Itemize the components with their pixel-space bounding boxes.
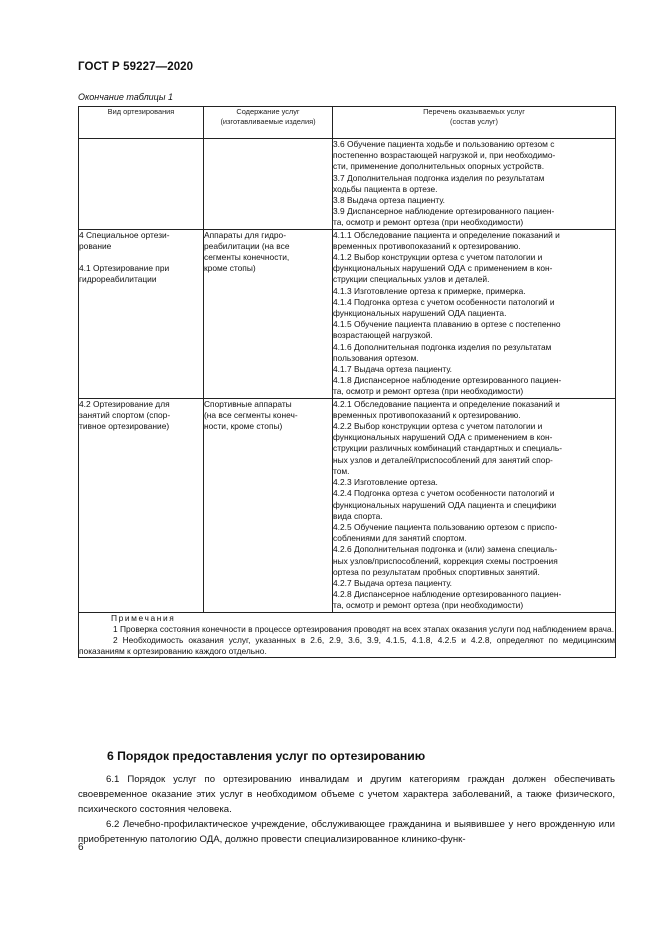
table-header-row: [79, 107, 616, 139]
cell-service-content: [204, 139, 333, 230]
standard-header: ГОСТ Р 59227—2020: [78, 61, 194, 73]
cell-line: 3.6 Обучение пациента ходьбе и пользованию ортезом с: [333, 139, 555, 149]
cell-line: 4.2.8 Диспансерное наблюдение ортезированного пациен-: [333, 589, 562, 600]
header-col-content: Содержание услуг (изготавливаемые изделия): [204, 107, 333, 139]
cell-line: 3.7 Дополнительная подгонка изделия по результатам: [333, 172, 545, 183]
cell-line: гидрореабилитации: [79, 273, 157, 284]
cell-line: 4.1.6 Дополнительная подгонка изделия по результатам: [333, 341, 552, 352]
cell-line: рование: [79, 240, 112, 251]
cell-line: 4.1.1 Обследование пациента и определение показаний и: [333, 229, 560, 240]
cell-line: 4.1.8 Диспансерное наблюдение ортезированного пациен-: [333, 375, 562, 386]
cell-line: 4.1.4 Подгонка ортеза с учетом особенности патологий и: [333, 296, 555, 307]
cell-service-content: [204, 398, 333, 612]
note-item: 1 Проверка состояния конечности в процессе ортезирования проводят на всех этапах оказания услуги под наблюдением врача.: [113, 623, 615, 634]
cell-line: та, осмотр и ремонт ортеза (при необходимости): [333, 217, 524, 228]
table-notes: [79, 612, 616, 658]
cell-line: 3.8 Выдача ортеза пациенту.: [333, 195, 446, 206]
cell-service-list: [333, 229, 616, 398]
notes-row: [79, 612, 616, 658]
cell-line: 4.1 Ортезирование при: [79, 262, 170, 273]
cell-line: 4.1.7 Выдача ортеза пациенту.: [333, 364, 452, 375]
cell-line: та, осмотр и ремонт ортеза (при необходимости): [333, 386, 524, 397]
table-row: [79, 229, 616, 398]
cell-line: 4.2.2 Выбор конструкции ортеза с учетом патологии и: [333, 421, 543, 432]
cell-line: Аппараты для гидро-: [204, 229, 286, 240]
cell-line: ных узлов и деталей/приспособлений для занятий спор-: [333, 454, 553, 465]
cell-line: реабилитации (на все: [204, 240, 290, 251]
cell-line: та, осмотр и ремонт ортеза (при необходимости): [333, 600, 524, 611]
section-title: 6 Порядок предоставления услуг по ортезированию: [107, 749, 426, 763]
cell-line: временных противопоказаний к ортезированию.: [333, 240, 521, 251]
cell-ortho-type: [79, 229, 204, 398]
notes-title: Примечания: [111, 612, 176, 623]
cell-service-content: [204, 229, 333, 398]
cell-service-list: [333, 139, 616, 230]
cell-line: функциональных нарушений ОДА пациента и специфики: [333, 499, 557, 510]
cell-line: (на все сегменты конеч-: [204, 409, 298, 420]
cell-line: соблениями для занятий спортом.: [333, 533, 467, 544]
cell-line: постепенно возрастающей нагрузкой и, при необходимо-: [333, 150, 556, 161]
header-col-services: Перечень оказываемых услуг (состав услуг): [333, 107, 616, 139]
table-row: [79, 139, 616, 230]
cell-line: ности, кроме стопы): [204, 420, 283, 431]
cell-line: занятий спортом (спор-: [79, 409, 171, 420]
paragraph-6-2: 6.2 Лечебно-профилактическое учреждение, обслуживающее гражданина и выявившее у него врожденную или приобретенную патологию ОДА, должно провести специализированное клинико-функ-: [78, 819, 615, 846]
cell-line: 4.1.5 Обучение пациента плаванию в ортезе с постепенно: [333, 319, 561, 330]
page-number: 6: [78, 842, 84, 853]
cell-line: 4.2 Ортезирование для: [79, 398, 170, 409]
paragraph-6-1: 6.1 Порядок услуг по ортезированию инвалидам и другим категориям граждан должен обеспечивать своевременное оказание этих услуг в необходимом объеме с учетом характера заболеваний, а также физического, психического состояния человека.: [78, 774, 615, 816]
cell-line: 4.2.4 Подгонка ортеза с учетом особенности патологий и: [333, 488, 555, 499]
cell-line: 4.1.3 Изготовление ортеза к примерке, примерка.: [333, 285, 526, 296]
cell-line: Спортивные аппараты: [204, 398, 292, 409]
cell-line: функциональных нарушений ОДА с применением в кон-: [333, 263, 553, 274]
cell-line: струкции различных комбинаций стандартных и специаль-: [333, 443, 563, 454]
cell-line: 4.1.2 Выбор конструкции ортеза с учетом патологии и: [333, 252, 543, 263]
cell-line: ходьбы пациента в ортезе.: [333, 183, 438, 194]
cell-line: тивное ортезирование): [79, 420, 170, 431]
cell-line: пользования ортезом.: [333, 352, 419, 363]
note-item: 2 Необходимость оказания услуг, указанных в 2.6, 2.9, 3.6, 3.9, 4.1.5, 4.1.8, 4.2.5 и 4.2.8, определяют по медицинским показаниям к ортезированию каждого отдельно.: [79, 634, 615, 657]
cell-line: ортеза по результатам пробных спортивных занятий.: [333, 566, 540, 577]
cell-line: кроме стопы): [204, 262, 256, 273]
cell-line: функциональных нарушений ОДА с применением в кон-: [333, 432, 553, 443]
cell-line: 4.2.7 Выдача ортеза пациенту.: [333, 577, 452, 588]
cell-ortho-type: [79, 398, 204, 612]
cell-line: том.: [333, 465, 350, 476]
cell-line: 3.9 Диспансерное наблюдение ортезированного пациен-: [333, 206, 555, 217]
cell-line: функциональных нарушений ОДА пациента.: [333, 308, 507, 319]
cell-line: 4.2.3 Изготовление ортеза.: [333, 477, 438, 488]
cell-line: струкции специальных узлов и деталей.: [333, 274, 490, 285]
cell-line: 4.2.6 Дополнительная подгонка и (или) замена специаль-: [333, 544, 558, 555]
cell-line: сегменты конечности,: [204, 251, 290, 262]
header-col-type: Вид ортезирования: [79, 107, 204, 139]
cell-line: сти, применение дополнительных опорных устройств.: [333, 161, 545, 172]
cell-ortho-type: [79, 139, 204, 230]
cell-line: возрастающей нагрузкой.: [333, 330, 433, 341]
cell-line: 4 Специальное ортези-: [79, 229, 170, 240]
cell-line: ных узлов/приспособлений, коррекция схемы построения: [333, 555, 558, 566]
cell-service-list: [333, 398, 616, 612]
cell-line: временных противопоказаний к ортезированию.: [333, 409, 521, 420]
cell-line: [79, 252, 203, 263]
cell-line: вида спорта.: [333, 510, 383, 521]
cell-line: 4.2.1 Обследование пациента и определение показаний и: [333, 398, 560, 409]
services-table: [78, 106, 616, 658]
cell-line: 4.2.5 Обучение пациента пользованию ортезом с приспо-: [333, 521, 558, 532]
table-row: [79, 398, 616, 612]
table-caption: Окончание таблицы 1: [78, 92, 173, 102]
